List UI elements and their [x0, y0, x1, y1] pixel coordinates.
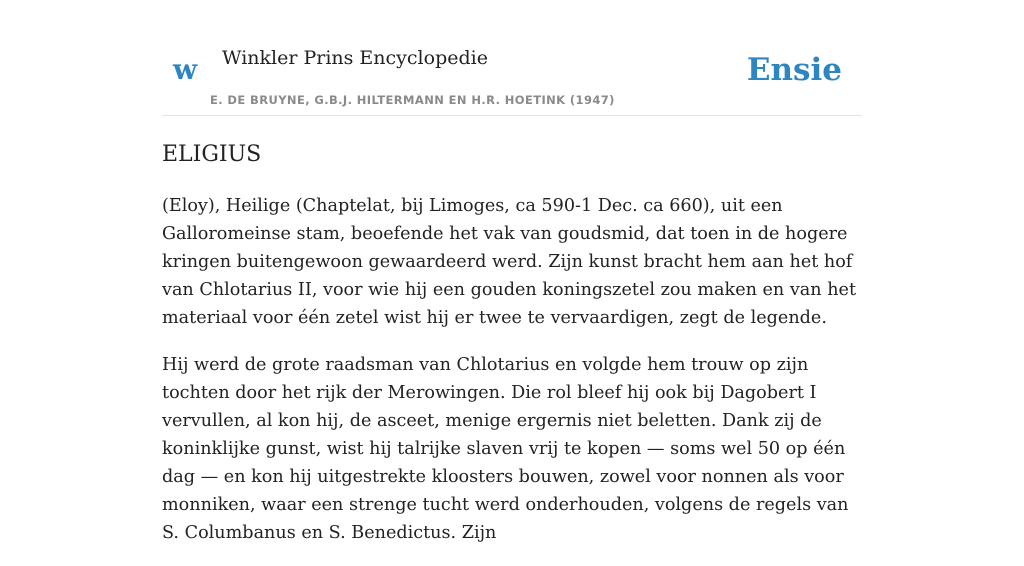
ensie-logo-link[interactable]: Ensie [746, 52, 842, 88]
article-paragraph: Hij werd de grote raadsman van Chlotarius en volgde hem trouw op zijn tochten door het rijk der Merowingen. Die rol bleef hij ook bij Dagobert I vervullen, al kon hij, de asceet, menige ergernis niet beletten. Dank zij de koninklijke gunst, wist hij talrijke slaven vrij te kopen — soms wel 50 op één dag — en kon hij uitgestrekte kloosters bouwen, zowel voor nonnen als voor monniken, waar een strenge tucht werd onderhouden, volgens de regels van S. Columbanus en S. Benedictus. Zijn [162, 355, 849, 543]
article-paragraph: (Eloy), Heilige (Chaptelat, bij Limoges, ca 590-1 Dec. ca 660), uit een Galloromeinse stam, beoefende het vak van goudsmid, dat toen in de hogere kringen buitengewoon gewaardeerd werd. Zijn kunst bracht hem aan het hof van Chlotarius II, voor wie hij een gouden koningszetel zou maken en van het materiaal voor één zetel wist hij er twee te vervaardigen, zegt de legende. [162, 196, 857, 328]
article-title: ELIGIUS [162, 142, 262, 167]
source-authors: E. DE BRUYNE, G.B.J. HILTERMANN EN H.R. HOETINK (1947) [210, 93, 615, 107]
source-title[interactable]: Winkler Prins Encyclopedie [222, 47, 488, 69]
winkler-prins-logo-icon[interactable]: w [173, 53, 198, 86]
article-body [162, 192, 862, 566]
source-header [162, 40, 862, 116]
